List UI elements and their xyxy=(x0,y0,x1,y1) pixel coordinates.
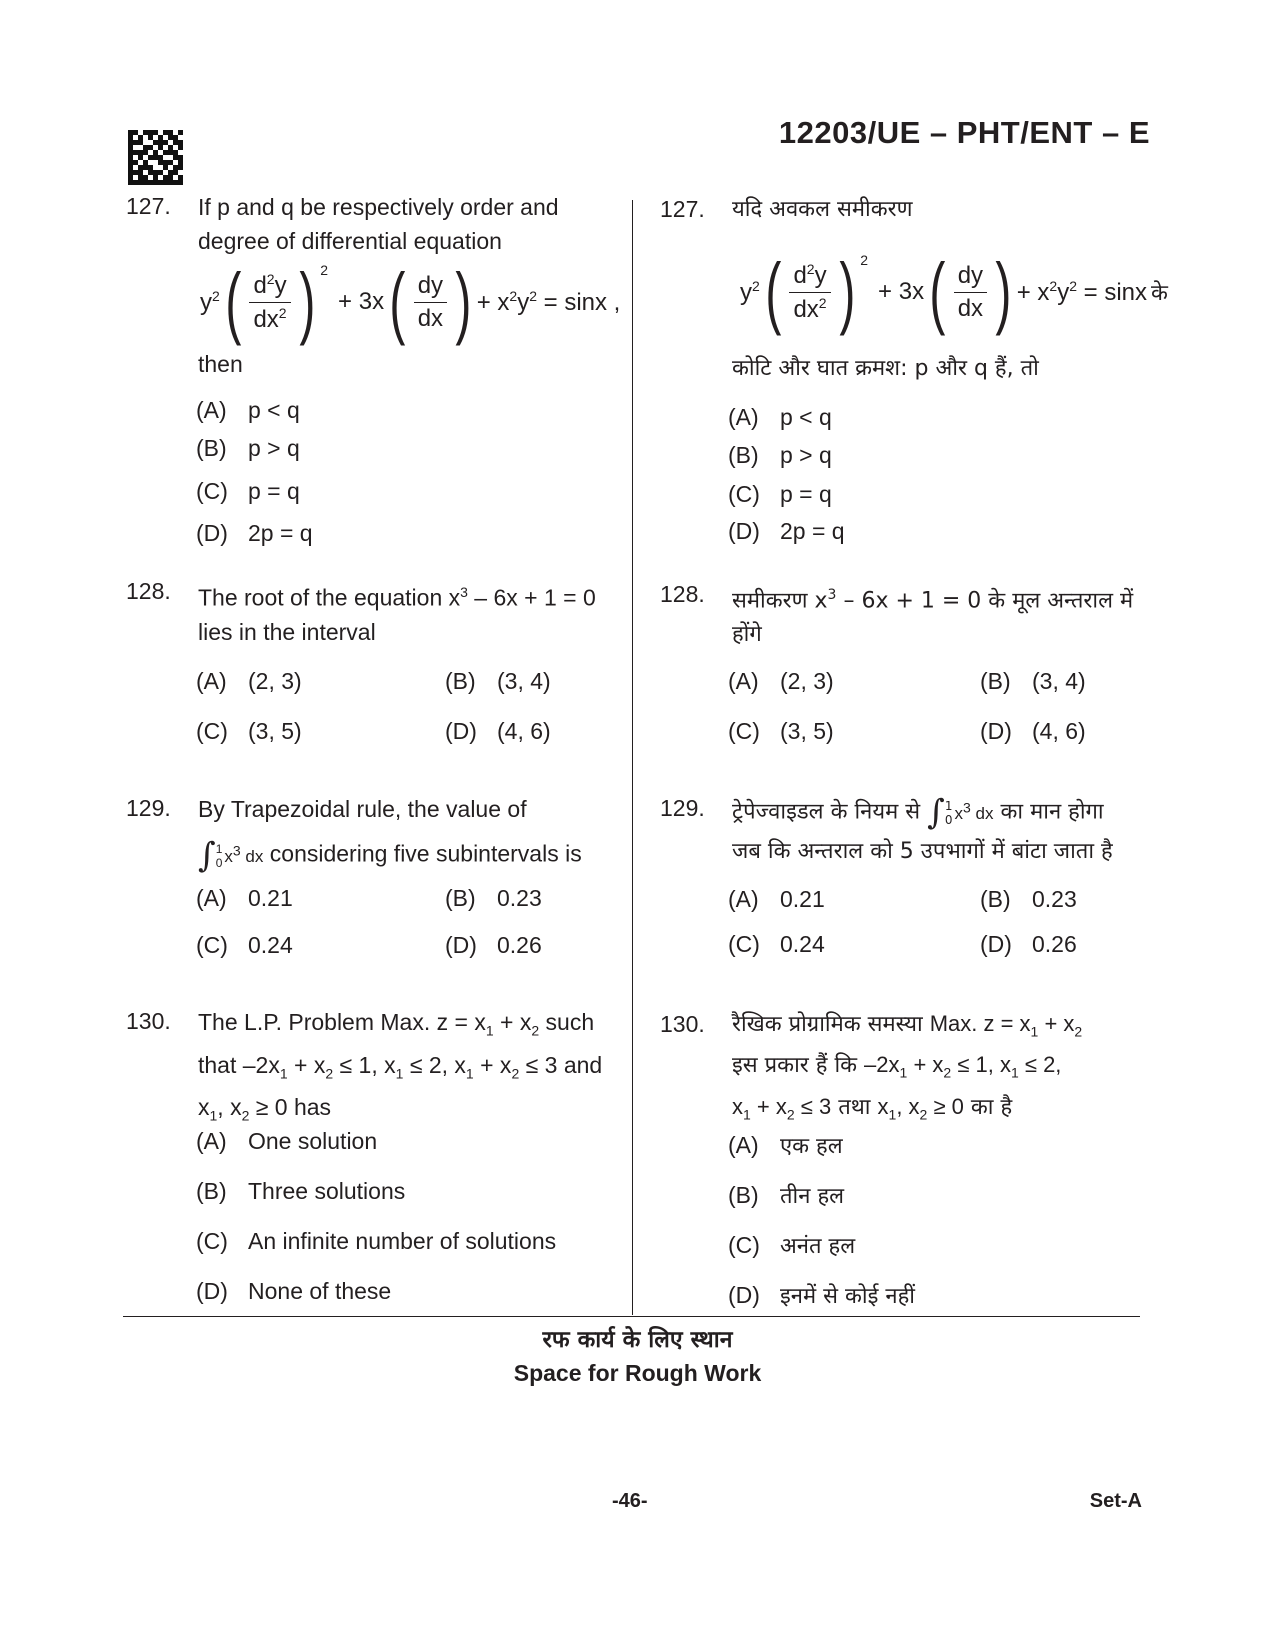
question-number: 128. xyxy=(126,578,171,604)
question-number: 129. xyxy=(660,795,705,821)
option[interactable]: (A) p < q xyxy=(728,404,832,430)
question-text: ट्रेपेज्वाइडल के नियम से ∫ 1 0 $x^3$ dx का मान होगा xyxy=(732,792,1104,833)
option[interactable]: (A) p < q xyxy=(196,397,300,423)
question-text: The root of the equation $x^3 - 6x + 1 = 0$ lies in the interval xyxy=(198,584,596,645)
column-divider xyxy=(632,200,633,1315)
option[interactable]: (C) An infinite number of solutions xyxy=(196,1228,557,1254)
option[interactable]: (D) 0.26 xyxy=(980,931,1077,957)
rough-work-label-hindi: रफ कार्य के लिए स्थान xyxy=(542,1327,733,1353)
option[interactable]: (B) तीन हल xyxy=(728,1182,845,1209)
option[interactable]: (A) (2, 3) xyxy=(728,668,834,694)
option[interactable]: (D) (4, 6) xyxy=(980,718,1086,744)
option[interactable]: (A) One solution xyxy=(196,1128,378,1154)
question-text: रैखिक प्रोग्रामिक समस्या Max. $z = x_1 + x_2$ इस प्रकार हैं कि $-2x_1 + x_2 \le 1$, $x_1 \le 2$, $x_1 + x_2 \le 3$ तथा $x_1$, $x_2 \ge 0$ का है xyxy=(732,1011,1083,1123)
option[interactable]: (B) Three solutions xyxy=(196,1178,406,1204)
question-number: 127. xyxy=(126,193,171,219)
option[interactable]: (C) (3, 5) xyxy=(728,718,834,744)
question-text: By Trapezoidal rule, the value of xyxy=(198,796,527,822)
question-text-line2: कोटि और घात क्रमश: p और q हैं, तो xyxy=(732,356,1039,381)
option[interactable]: (C) p = q xyxy=(728,481,832,507)
option[interactable]: (C) (3, 5) xyxy=(196,718,302,744)
question-text-line2: ∫ 1 0 $x^3$ dx considering five subintervals is xyxy=(198,835,582,876)
option[interactable]: (D) (4, 6) xyxy=(445,718,551,744)
question-text: The L.P. Problem Max. $z = x_1 + x_2$ such that $-2x_1 + x_2 \le 1$, $x_1 \le 2$, $x_1 + x_2 \le 3$ and $x_1$, $x_2 \ge 0$ has xyxy=(198,1009,603,1124)
then-label: then xyxy=(198,351,243,377)
option[interactable]: (B) p > q xyxy=(196,435,300,461)
question-number: 127. xyxy=(660,196,705,222)
option[interactable]: (C) 0.24 xyxy=(728,931,825,957)
page-number: -46- xyxy=(612,1490,648,1512)
question-text: If p and q be respectively order and degree of differential equation xyxy=(198,194,559,254)
set-label: Set-A xyxy=(1089,1490,1142,1512)
option[interactable]: (B) 0.23 xyxy=(980,886,1077,912)
question-text: यदि अवकल समीकरण xyxy=(732,197,913,222)
option[interactable]: (C) अनंत हल xyxy=(728,1232,856,1259)
option[interactable]: (D) None of these xyxy=(196,1278,392,1304)
option[interactable]: (D) 2p = q xyxy=(196,520,313,546)
question-number: 130. xyxy=(660,1011,705,1037)
option[interactable]: (A) (2, 3) xyxy=(196,668,302,694)
option[interactable]: (A) 0.21 xyxy=(728,886,825,912)
option[interactable]: (C) 0.24 xyxy=(196,932,293,958)
question-number: 130. xyxy=(126,1008,171,1034)
option[interactable]: (D) इनमें से कोई नहीं xyxy=(728,1282,916,1309)
question-number: 128. xyxy=(660,581,705,607)
rough-work-label: Space for Rough Work xyxy=(513,1360,762,1386)
equation: $y^2$ ( $\frac{d^2y}{dx^2}$ ) $^2$ + 3x ( $\frac{dy}{dx}$ ) + $x^2y^2 = \sin x$ के xyxy=(740,247,1168,336)
question-text-line2: जब कि अन्तराल को 5 उपभागों में बांटा जाता है xyxy=(732,839,1113,864)
option[interactable]: (B) (3, 4) xyxy=(980,668,1086,694)
qr-code xyxy=(128,130,183,185)
question-number: 129. xyxy=(126,795,171,821)
option[interactable]: (D) 2p = q xyxy=(728,518,845,544)
rough-work-divider xyxy=(123,1316,1140,1317)
option[interactable]: (C) p = q xyxy=(196,478,300,504)
option[interactable]: (A) 0.21 xyxy=(196,885,293,911)
option[interactable]: (B) (3, 4) xyxy=(445,668,551,694)
option[interactable]: (B) 0.23 xyxy=(445,885,542,911)
option[interactable]: (A) एक हल xyxy=(728,1132,843,1159)
equation: $y^2$ ( $\frac{d^2y}{dx^2}$ ) $^2$ + 3x ( $\frac{dy}{dx}$ ) + $x^2y^2 = \sin x$ , xyxy=(200,257,621,346)
option[interactable]: (B) p > q xyxy=(728,442,832,468)
paper-code: 12203/UE – PHT/ENT – E xyxy=(778,115,1150,150)
option[interactable]: (D) 0.26 xyxy=(445,932,542,958)
question-text: समीकरण $x^3 - 6x + 1 = 0$ के मूल अन्तराल में होंगे xyxy=(732,587,1134,648)
